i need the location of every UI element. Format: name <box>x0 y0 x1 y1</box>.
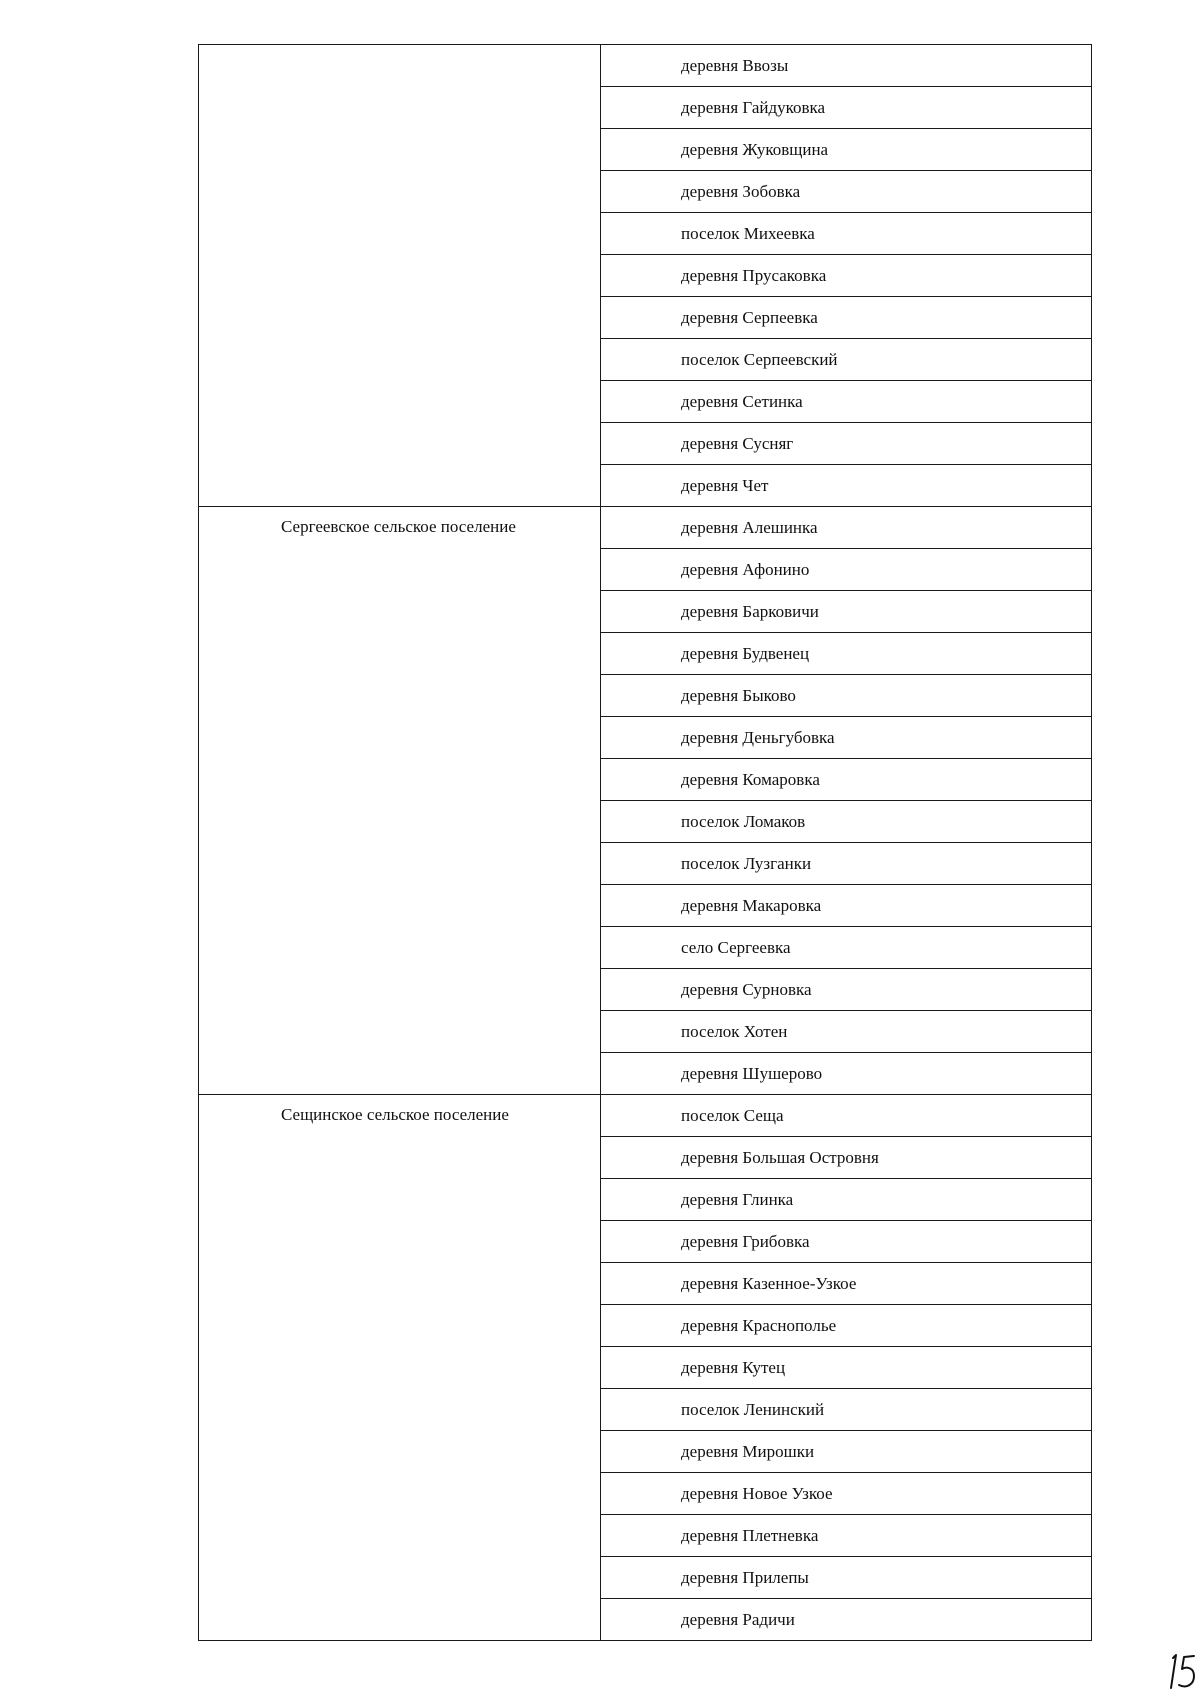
locality-cell: деревня Барковичи <box>601 591 1092 633</box>
locality-cell: деревня Радичи <box>601 1599 1092 1641</box>
settlements-table-body <box>199 45 1092 1641</box>
settlement-name-cell: Сещинское сельское поселение <box>199 1095 601 1641</box>
locality-cell: деревня Кутец <box>601 1347 1092 1389</box>
locality-cell: деревня Мирошки <box>601 1431 1092 1473</box>
table-row <box>199 45 1092 87</box>
locality-cell: деревня Грибовка <box>601 1221 1092 1263</box>
locality-cell: поселок Серпеевский <box>601 339 1092 381</box>
locality-cell: деревня Глинка <box>601 1179 1092 1221</box>
settlement-name-cell <box>199 45 601 507</box>
table-row <box>199 507 1092 549</box>
locality-cell: деревня Серпеевка <box>601 297 1092 339</box>
locality-cell: деревня Прилепы <box>601 1557 1092 1599</box>
locality-cell: деревня Краснополье <box>601 1305 1092 1347</box>
handwritten-page-number <box>1163 1652 1200 1692</box>
locality-cell: деревня Ввозы <box>601 45 1092 87</box>
locality-cell: деревня Быково <box>601 675 1092 717</box>
locality-cell: деревня Жуковщина <box>601 129 1092 171</box>
locality-cell: поселок Ленинский <box>601 1389 1092 1431</box>
locality-cell: поселок Михеевка <box>601 213 1092 255</box>
locality-cell: деревня Прусаковка <box>601 255 1092 297</box>
locality-cell: деревня Чет <box>601 465 1092 507</box>
settlement-name-cell: Сергеевское сельское поселение <box>199 507 601 1095</box>
locality-cell: деревня Зобовка <box>601 171 1092 213</box>
locality-cell: деревня Шушерово <box>601 1053 1092 1095</box>
locality-cell: деревня Гайдуковка <box>601 87 1092 129</box>
locality-cell: деревня Казенное-Узкое <box>601 1263 1092 1305</box>
locality-cell: деревня Большая Островня <box>601 1137 1092 1179</box>
locality-cell: поселок Сеща <box>601 1095 1092 1137</box>
locality-cell: деревня Сурновка <box>601 969 1092 1011</box>
locality-cell: деревня Комаровка <box>601 759 1092 801</box>
settlements-table <box>198 44 1092 1641</box>
locality-cell: деревня Будвенец <box>601 633 1092 675</box>
locality-cell: поселок Ломаков <box>601 801 1092 843</box>
locality-cell: село Сергеевка <box>601 927 1092 969</box>
locality-cell: деревня Плетневка <box>601 1515 1092 1557</box>
locality-cell: деревня Афонино <box>601 549 1092 591</box>
locality-cell: деревня Макаровка <box>601 885 1092 927</box>
table-row <box>199 1095 1092 1137</box>
locality-cell: деревня Алешинка <box>601 507 1092 549</box>
locality-cell: поселок Лузганки <box>601 843 1092 885</box>
locality-cell: деревня Деньгубовка <box>601 717 1092 759</box>
locality-cell: деревня Сусняг <box>601 423 1092 465</box>
locality-cell: деревня Новое Узкое <box>601 1473 1092 1515</box>
locality-cell: поселок Хотен <box>601 1011 1092 1053</box>
locality-cell: деревня Сетинка <box>601 381 1092 423</box>
